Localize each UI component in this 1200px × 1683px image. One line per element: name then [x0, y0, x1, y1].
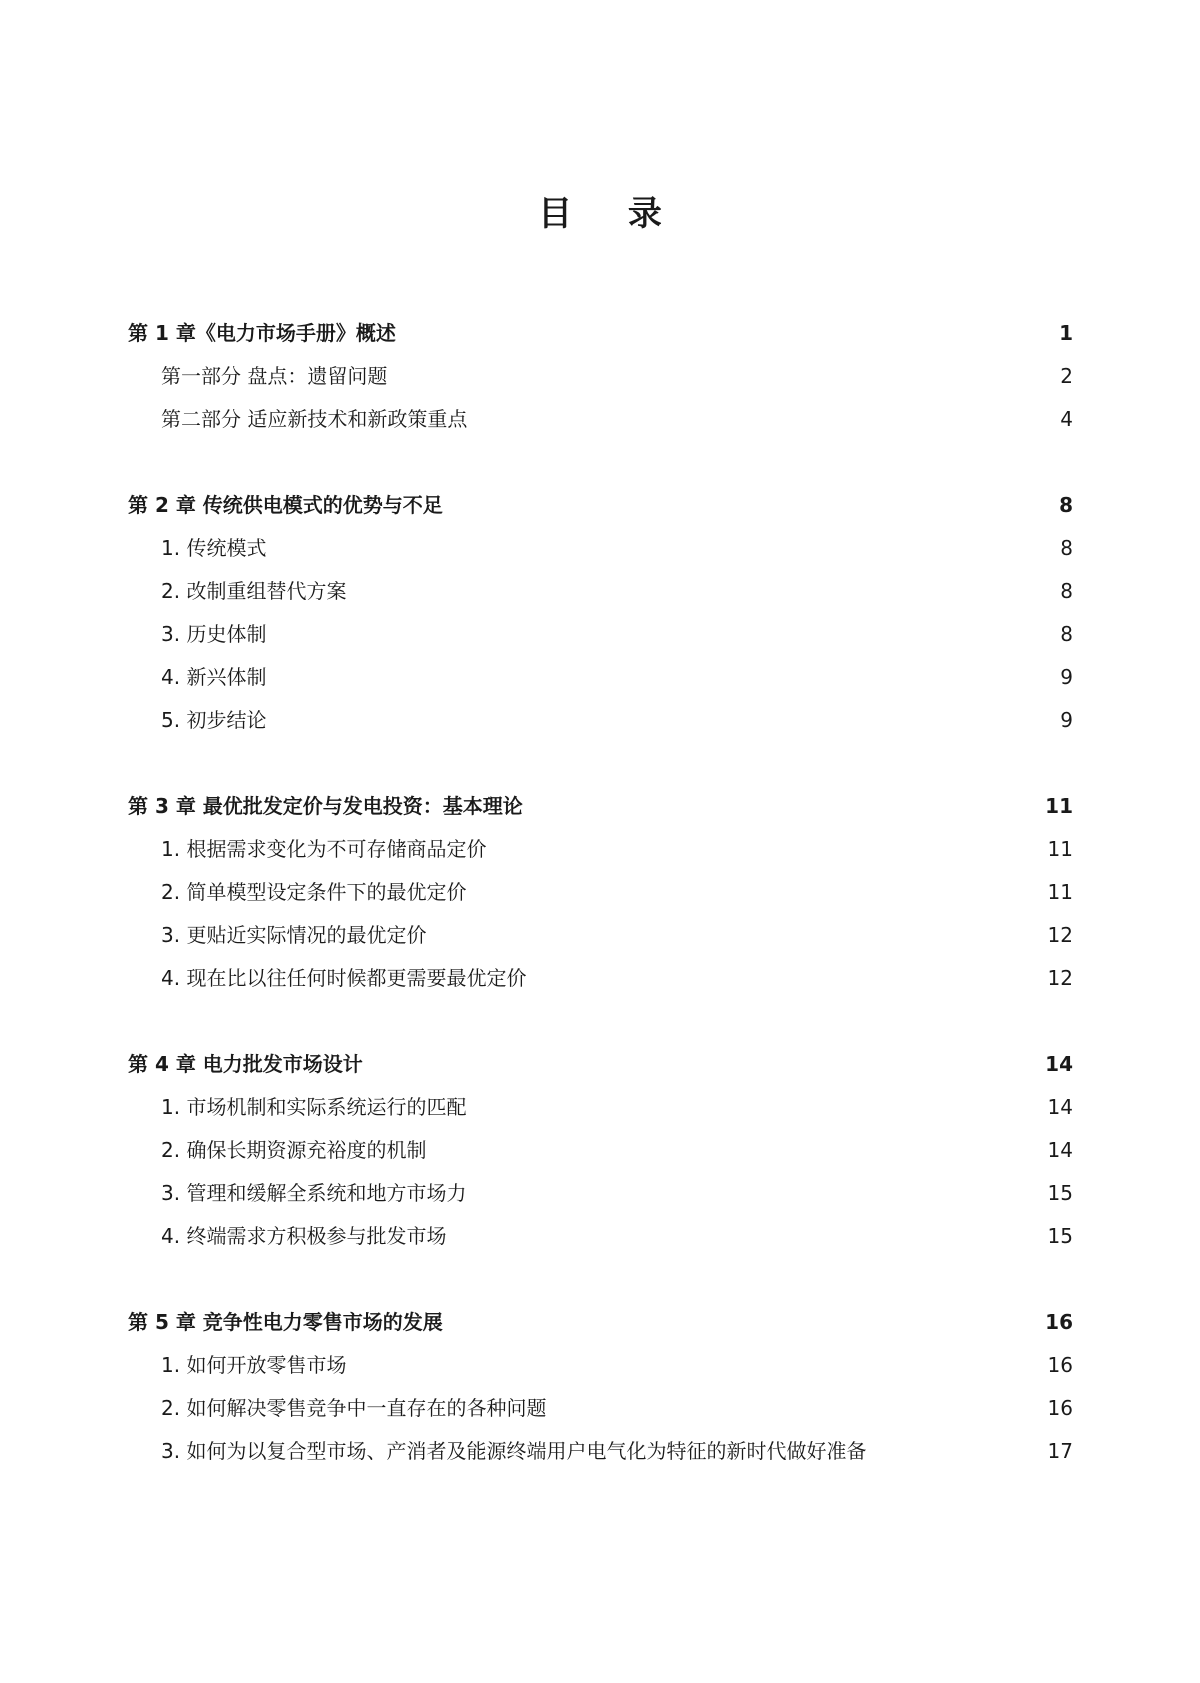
page-number: 15 [1047, 1181, 1073, 1205]
section-entry[interactable] [128, 570, 1073, 613]
page-number: 9 [1060, 708, 1073, 732]
chapter-heading[interactable] [128, 484, 1073, 527]
page-number: 12 [1047, 966, 1073, 990]
page-number: 16 [1047, 1396, 1073, 1420]
chapter-heading[interactable] [128, 785, 1073, 828]
page-number: 17 [1047, 1439, 1073, 1463]
section-title: 第二部分 适应新技术和新政策重点 [161, 407, 468, 431]
chapter-1 [128, 312, 1073, 441]
section-title: 3. 更贴近实际情况的最优定价 [161, 923, 427, 947]
page-number: 1 [1059, 321, 1073, 345]
section-title: 2. 简单模型设定条件下的最优定价 [161, 880, 467, 904]
chapter-3 [128, 785, 1073, 1000]
section-title: 4. 终端需求方积极参与批发市场 [161, 1224, 447, 1248]
section-title: 1. 传统模式 [161, 536, 267, 560]
page-number: 9 [1060, 665, 1073, 689]
section-entry[interactable] [128, 699, 1073, 742]
chapter-title: 第 3 章 最优批发定价与发电投资：基本理论 [128, 794, 523, 818]
page-number: 15 [1047, 1224, 1073, 1248]
section-entry[interactable] [128, 1430, 1073, 1473]
section-title: 1. 如何开放零售市场 [161, 1353, 347, 1377]
chapter-heading[interactable] [128, 312, 1073, 355]
page-number: 11 [1047, 880, 1073, 904]
section-entry[interactable] [128, 613, 1073, 656]
chapter-title: 第 1 章《电力市场手册》概述 [128, 321, 396, 345]
section-title: 5. 初步结论 [161, 708, 267, 732]
section-title: 1. 市场机制和实际系统运行的匹配 [161, 1095, 467, 1119]
page-number: 11 [1045, 794, 1073, 818]
page-number: 8 [1060, 536, 1073, 560]
section-title: 2. 改制重组替代方案 [161, 579, 347, 603]
page-number: 16 [1047, 1353, 1073, 1377]
section-title: 2. 确保长期资源充裕度的机制 [161, 1138, 427, 1162]
section-entry[interactable] [128, 828, 1073, 871]
section-entry[interactable] [128, 1344, 1073, 1387]
page-number: 14 [1047, 1138, 1073, 1162]
page-number: 11 [1047, 837, 1073, 861]
section-title: 3. 如何为以复合型市场、产消者及能源终端用户电气化为特征的新时代做好准备 [161, 1439, 867, 1463]
section-entry[interactable] [128, 1172, 1073, 1215]
chapter-title: 第 2 章 传统供电模式的优势与不足 [128, 493, 443, 517]
chapter-heading[interactable] [128, 1043, 1073, 1086]
section-entry[interactable] [128, 871, 1073, 914]
section-title: 2. 如何解决零售竞争中一直存在的各种问题 [161, 1396, 547, 1420]
section-title: 4. 现在比以往任何时候都更需要最优定价 [161, 966, 527, 990]
section-title: 3. 管理和缓解全系统和地方市场力 [161, 1181, 467, 1205]
page-number: 8 [1060, 579, 1073, 603]
section-entry[interactable] [128, 1387, 1073, 1430]
table-of-contents [128, 312, 1073, 1516]
page-number: 12 [1047, 923, 1073, 947]
page-number: 16 [1045, 1310, 1073, 1334]
page-number: 14 [1047, 1095, 1073, 1119]
section-entry[interactable] [128, 398, 1073, 441]
section-title: 第一部分 盘点：遗留问题 [161, 364, 388, 388]
page-number: 8 [1059, 493, 1073, 517]
section-entry[interactable] [128, 957, 1073, 1000]
chapter-title: 第 4 章 电力批发市场设计 [128, 1052, 363, 1076]
page-number: 4 [1060, 407, 1073, 431]
page-number: 8 [1060, 622, 1073, 646]
section-entry[interactable] [128, 656, 1073, 699]
page-title: 目 录 [538, 194, 684, 234]
chapter-heading[interactable] [128, 1301, 1073, 1344]
chapter-4 [128, 1043, 1073, 1258]
section-entry[interactable] [128, 527, 1073, 570]
section-title: 4. 新兴体制 [161, 665, 267, 689]
section-entry[interactable] [128, 1215, 1073, 1258]
section-entry[interactable] [128, 1129, 1073, 1172]
section-title: 3. 历史体制 [161, 622, 267, 646]
page-number: 2 [1060, 364, 1073, 388]
page-number: 14 [1045, 1052, 1073, 1076]
section-entry[interactable] [128, 1086, 1073, 1129]
section-entry[interactable] [128, 355, 1073, 398]
section-entry[interactable] [128, 914, 1073, 957]
chapter-2 [128, 484, 1073, 742]
chapter-5 [128, 1301, 1073, 1473]
section-title: 1. 根据需求变化为不可存储商品定价 [161, 837, 487, 861]
chapter-title: 第 5 章 竞争性电力零售市场的发展 [128, 1310, 443, 1334]
